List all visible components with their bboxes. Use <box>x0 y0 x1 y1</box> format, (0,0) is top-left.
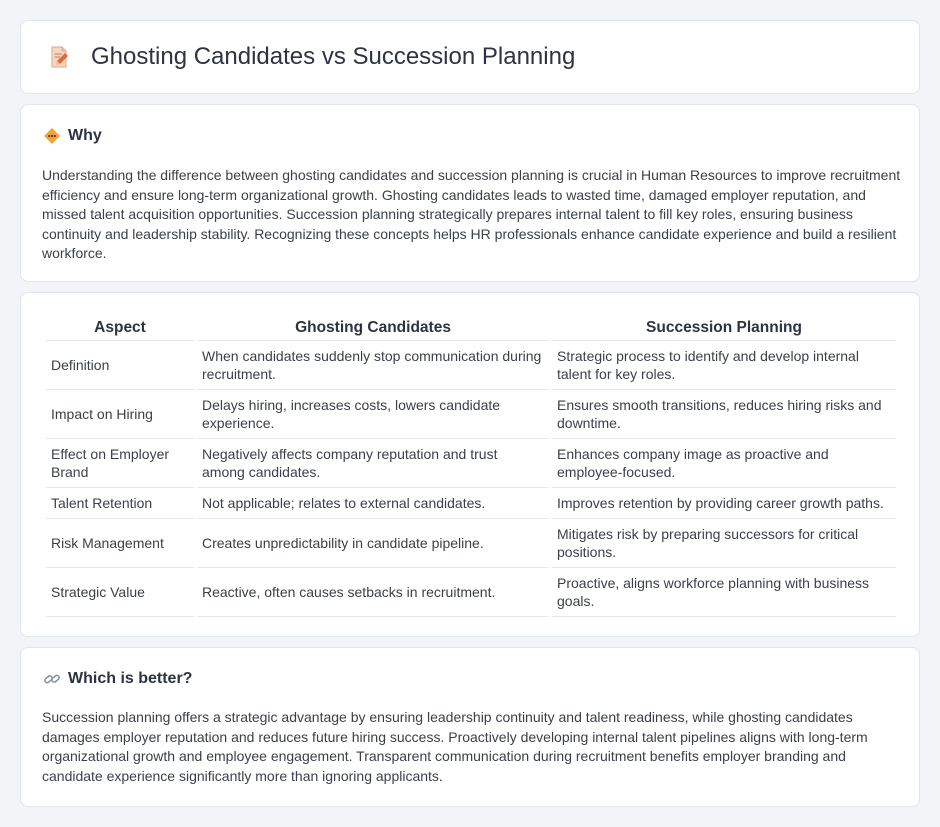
why-text: Understanding the difference between ghosting candidates and succession planning is crucial in Human Resources to improve recruitment efficiency and ensure long-term organizational growth. Ghosting candidates leads to wasted time, damaged employer reputation, and missed talent acquisition opportunities. Succession planning strategically prepares internal talent to fill key roles, ensuring business continuity and leadership stability. Recognizing these concepts helps HR professionals enhance candidate experience and build a resilient workforce. <box>42 167 901 262</box>
why-title: Why <box>68 127 102 144</box>
column-header-succession: Succession Planning <box>552 315 896 341</box>
table-row <box>46 439 896 488</box>
table-row <box>46 341 896 390</box>
succession-cell: Mitigates risk by preparing successors for critical positions. <box>552 519 896 568</box>
succession-cell: Ensures smooth transitions, reduces hiring risks and downtime. <box>552 390 896 439</box>
better-title: Which is better? <box>68 670 193 687</box>
aspect-cell: Risk Management <box>46 519 194 568</box>
header-card <box>20 20 920 94</box>
aspect-cell: Strategic Value <box>46 568 194 617</box>
page-title: Ghosting Candidates vs Succession Planning <box>91 43 576 70</box>
succession-cell: Improves retention by providing career growth paths. <box>552 488 896 519</box>
aspect-cell: Definition <box>46 341 194 390</box>
table-row <box>46 390 896 439</box>
link-icon <box>43 670 61 688</box>
succession-cell: Strategic process to identify and develop internal talent for key roles. <box>552 341 896 390</box>
aspect-cell: Impact on Hiring <box>46 390 194 439</box>
table-row <box>46 488 896 519</box>
ghosting-cell: Not applicable; relates to external candidates. <box>197 488 549 519</box>
comparison-section <box>20 292 920 637</box>
ghosting-cell: When candidates suddenly stop communication during recruitment. <box>197 341 549 390</box>
succession-cell: Proactive, aligns workforce planning with business goals. <box>552 568 896 617</box>
ghosting-cell: Creates unpredictability in candidate pipeline. <box>197 519 549 568</box>
aspect-cell: Talent Retention <box>46 488 194 519</box>
ghosting-cell: Delays hiring, increases costs, lowers candidate experience. <box>197 390 549 439</box>
better-text: Succession planning offers a strategic advantage by ensuring leadership continuity and talent readiness, while ghosting candidates damages employer reputation and reduces future hiring success. Proactively developing internal talent pipelines aligns with long-term organizational growth and employee engagement. Transparent communication during recruitment benefits employer branding and candidate experience significantly more than ignoring applicants. <box>42 709 868 784</box>
why-heading <box>43 127 102 145</box>
column-header-aspect: Aspect <box>46 315 194 341</box>
comparison-table <box>43 315 899 617</box>
better-heading <box>43 670 192 688</box>
ghosting-cell: Negatively affects company reputation and trust among candidates. <box>197 439 549 488</box>
document-pencil-icon <box>47 45 71 69</box>
aspect-cell: Effect on Employer Brand <box>46 439 194 488</box>
ghosting-cell: Reactive, often causes setbacks in recruitment. <box>197 568 549 617</box>
column-header-ghosting: Ghosting Candidates <box>197 315 549 341</box>
table-row <box>46 519 896 568</box>
diamond-warning-icon <box>43 127 61 145</box>
succession-cell: Enhances company image as proactive and employee-focused. <box>552 439 896 488</box>
table-row <box>46 568 896 617</box>
table-header-row <box>46 315 896 341</box>
which-better-section <box>20 647 920 807</box>
why-section <box>20 104 920 282</box>
